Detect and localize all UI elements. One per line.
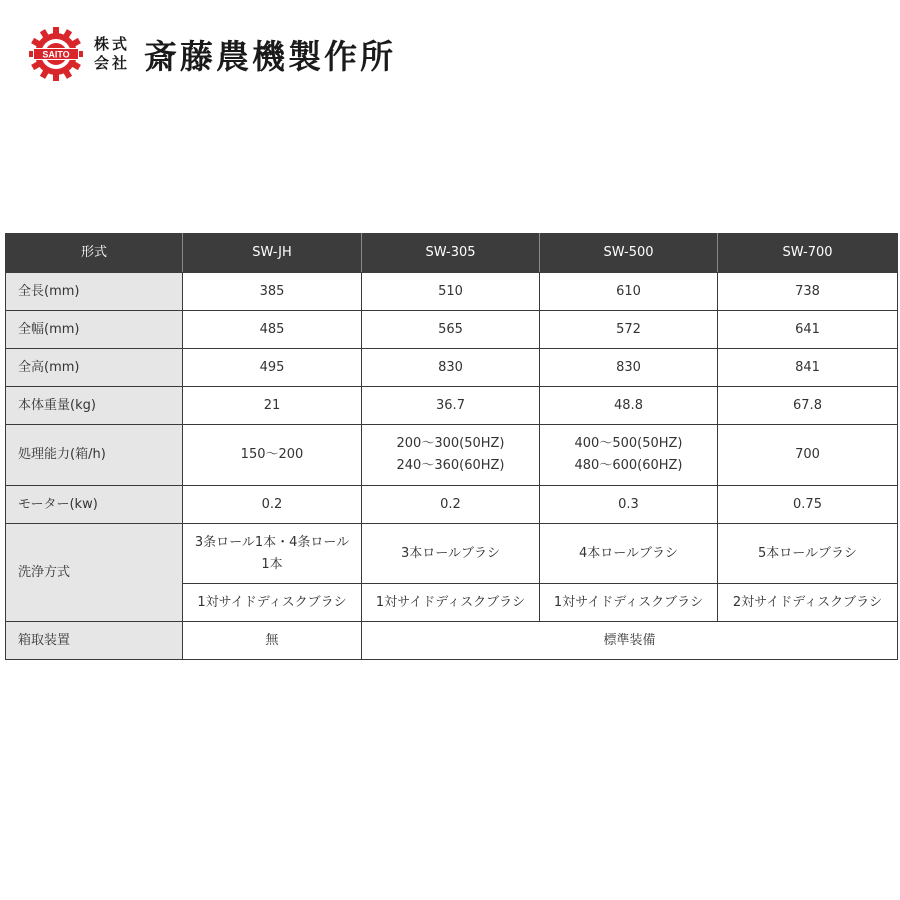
cell-line: 150〜200 <box>240 447 304 462</box>
table-cell: 標準装備 <box>362 622 898 660</box>
cell-line: 1本 <box>261 556 283 572</box>
table-row-weight <box>6 387 898 425</box>
saito-gear-logo-icon <box>28 26 84 82</box>
cell-line: 400〜500(50HZ) <box>574 436 683 451</box>
table-cell: 0.2 <box>362 486 540 524</box>
table-row-width <box>6 311 898 349</box>
row-label-length: 全長(mm) <box>6 273 183 311</box>
table-cell: 510 <box>362 273 540 311</box>
table-cell <box>362 524 540 584</box>
company-type-line1: 株式 <box>94 35 131 53</box>
logo-wordmark: SAITO <box>42 49 70 60</box>
row-label-width: 全幅(mm) <box>6 311 183 349</box>
table-row-motor <box>6 486 898 524</box>
company-type <box>94 35 130 73</box>
table-row-length <box>6 273 898 311</box>
company-header <box>28 26 396 82</box>
table-header-row <box>6 234 898 273</box>
table-cell: 21 <box>183 387 362 425</box>
company-type-line2: 会社 <box>94 54 131 72</box>
cell-line: 3本ロールブラシ <box>400 545 500 561</box>
table-cell: 48.8 <box>540 387 718 425</box>
column-header-sw-jh: SW-JH <box>183 234 362 273</box>
cell-line: 200〜300(50HZ) <box>396 436 505 451</box>
row-label-height: 全高(mm) <box>6 349 183 387</box>
table-cell <box>183 425 362 486</box>
table-row-capacity <box>6 425 898 486</box>
row-label-weight: 本体重量(kg) <box>6 387 183 425</box>
table-cell: 572 <box>540 311 718 349</box>
table-cell: 641 <box>718 311 898 349</box>
table-cell <box>183 524 362 584</box>
cell-line: 3条ロール1本・4条ロール <box>194 534 350 550</box>
table-cell: 841 <box>718 349 898 387</box>
table-cell: 495 <box>183 349 362 387</box>
table-cell: 485 <box>183 311 362 349</box>
cell-line: 5本ロールブラシ <box>757 545 857 561</box>
table-cell: 2対サイドディスクブラシ <box>718 584 898 622</box>
table-cell <box>718 425 898 486</box>
table-cell: 830 <box>540 349 718 387</box>
table-row-height <box>6 349 898 387</box>
table-cell: 565 <box>362 311 540 349</box>
row-label-motor: モーター(kw) <box>6 486 183 524</box>
table-row-washing-roll <box>6 524 898 584</box>
cell-line: 240〜360(60HZ) <box>396 458 505 473</box>
table-cell: 無 <box>183 622 362 660</box>
table-cell: 1対サイドディスクブラシ <box>540 584 718 622</box>
table-cell: 36.7 <box>362 387 540 425</box>
table-cell: 1対サイドディスクブラシ <box>183 584 362 622</box>
column-header-model: 形式 <box>6 234 183 273</box>
table-cell: 830 <box>362 349 540 387</box>
table-cell: 67.8 <box>718 387 898 425</box>
column-header-sw-500: SW-500 <box>540 234 718 273</box>
table-row-box-pickup <box>6 622 898 660</box>
table-cell: 0.3 <box>540 486 718 524</box>
table-cell: 738 <box>718 273 898 311</box>
table-cell: 385 <box>183 273 362 311</box>
cell-line: 4本ロールブラシ <box>578 545 678 561</box>
table-cell: 0.2 <box>183 486 362 524</box>
table-cell: 1対サイドディスクブラシ <box>362 584 540 622</box>
column-header-sw-305: SW-305 <box>362 234 540 273</box>
row-label-washing: 洗浄方式 <box>6 524 183 622</box>
column-header-sw-700: SW-700 <box>718 234 898 273</box>
cell-line: 700 <box>795 447 820 462</box>
table-cell <box>362 425 540 486</box>
table-cell <box>718 524 898 584</box>
company-name: 斎藤農機製作所 <box>144 36 397 76</box>
table-cell <box>540 524 718 584</box>
row-label-capacity: 処理能力(箱/h) <box>6 425 183 486</box>
table-cell <box>540 425 718 486</box>
table-cell: 610 <box>540 273 718 311</box>
table-cell: 0.75 <box>718 486 898 524</box>
cell-line: 480〜600(60HZ) <box>574 458 683 473</box>
row-label-box-pickup: 箱取装置 <box>6 622 183 660</box>
spec-table <box>5 233 898 660</box>
